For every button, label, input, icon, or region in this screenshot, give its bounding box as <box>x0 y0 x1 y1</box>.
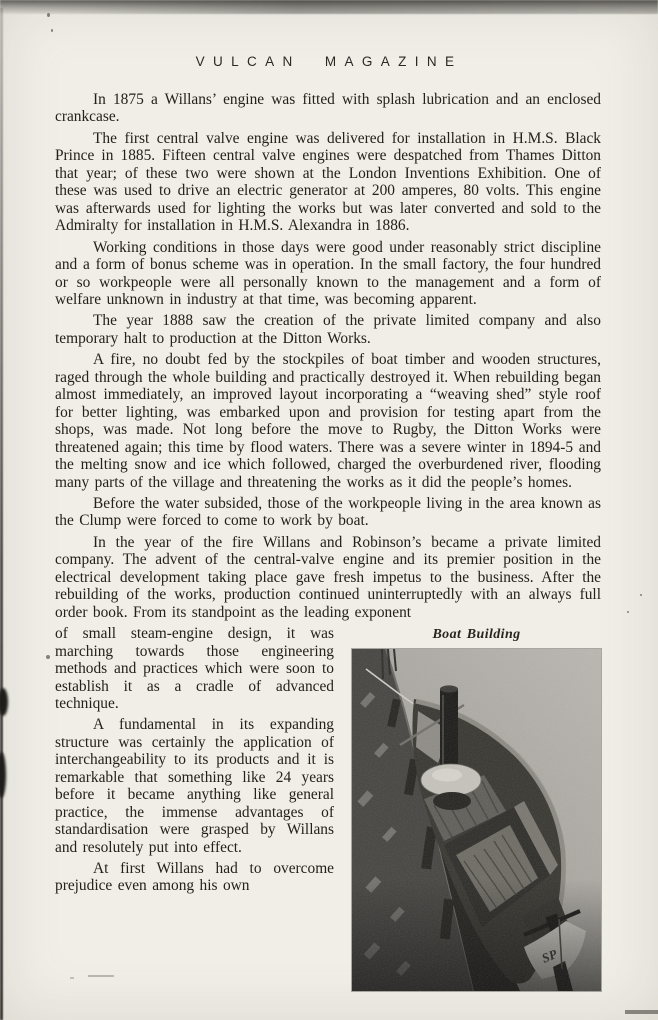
two-column-section <box>55 625 601 991</box>
scan-speck <box>47 13 50 17</box>
scan-speck <box>627 611 629 613</box>
boat-photo-illustration <box>352 649 601 991</box>
scan-dash <box>70 977 74 979</box>
boat-photo <box>352 649 601 991</box>
paragraph-continuation: of small steam-engine design, it was marching towards those engineering methods and practices which were soon to establish it as a cradle of advanced technique. <box>55 625 334 712</box>
paragraph: A fire, no doubt fed by the stockpiles of boat timber and wooden structures, raged through the whole building and practically destroyed it. When rebuilding began almost immediately, an improved layout incorporating a “weaving shed” style roof for better lighting, was embarked upon and provision for testing apart from the shops, was made. Not long before the move to Rugby, the Ditton Works were threatened again; this time by flood waters. There was a severe winter in 1894-5 and the melting snow and ice which followed, charged the overburdened river, flooding many parts of the village and threatening the works as it did the people’s homes. <box>55 351 601 491</box>
film-grain <box>352 649 601 991</box>
binding-blob <box>0 752 6 798</box>
figure-caption: Boat Building <box>432 627 521 643</box>
paragraph: The first central valve engine was delivered for installation in H.M.S. Black Prince in 1885. Fifteen central valve engines were despatched from Thames Ditton that year; of these two were shown at the London Inventions Exhibition. One of these was used to drive an electric generator at 200 amperes, 80 volts. This engine was afterwards used for lighting the works but was later converted and sold to the Admiralty for installation in H.M.S. Alexandra in 1886. <box>55 129 601 235</box>
scan-shadow-top <box>0 0 658 14</box>
scan-speck <box>51 29 53 32</box>
left-text-column <box>55 625 334 991</box>
scan-speck <box>640 594 642 596</box>
scan-dash <box>88 975 114 977</box>
article-body <box>55 91 601 991</box>
scan-speck <box>46 655 50 659</box>
boat-figure <box>352 625 601 991</box>
binding-edge <box>0 8 3 1020</box>
paragraph: The year 1888 saw the creation of the private limited company and also temporary halt to production at the Ditton Works. <box>55 312 601 347</box>
paragraph: Working conditions in those days were good under reasonably strict discipline and a form of bonus scheme was in operation. In the small factory, the four hundred or so workpeople were all personally known to the management and a form of welfare unknown in industry at that time, was becoming apparent. <box>55 238 601 308</box>
paragraph: In the year of the fire Willans and Robinson’s became a private limited company. The advent of the central-valve engine and its premier position in the electrical development taking place gave fresh impetus to the business. After the rebuilding of the works, production continued uninterruptedly with an always full order book. From its standpoint as the leading exponent <box>55 533 601 621</box>
paragraph: A fundamental in its expanding structure was certainly the application of interchangeability to its products and it is remarkable that something like 24 years before it became anything like general practice, the immense advantages of standardisation were grasped by Willans and resolutely put into effect. <box>55 716 334 856</box>
paragraph: In 1875 a Willans’ engine was fitted with splash lubrication and an enclosed crankcase. <box>55 91 601 126</box>
scan-dash <box>625 1010 658 1014</box>
binding-blob <box>0 688 8 716</box>
paragraph: At first Willans had to overcome prejudice even among his own <box>55 860 334 895</box>
paragraph: Before the water subsided, those of the workpeople living in the area known as the Clump were forced to come to work by boat. <box>55 494 601 530</box>
masthead-title: VULCAN MAGAZINE <box>195 54 463 69</box>
